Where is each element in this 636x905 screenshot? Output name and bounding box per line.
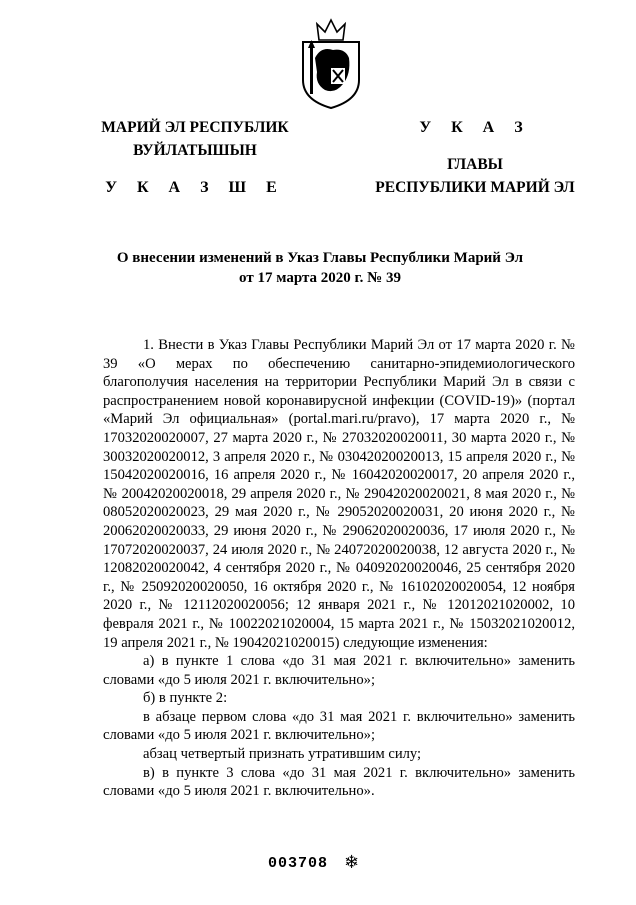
document-body (103, 336, 575, 801)
body-paragraph-5: абзац четвертый признать утратившим силу; (143, 746, 422, 763)
title-line2: от 17 марта 2020 г. № 39 (239, 270, 401, 286)
header-left-line1: МАРИЙ ЭЛ РЕСПУБЛИК (101, 119, 289, 136)
body-paragraph-6: в) в пункте 3 слова «до 31 мая 2021 г. включительно» заменить словами «до 5 июля 2021 г. включительно». (103, 764, 575, 800)
header-right-line3: РЕСПУБЛИКИ МАРИЙ ЭЛ (375, 179, 575, 196)
document-title (60, 248, 580, 288)
header-left-line3: У К А З Ш Е (105, 179, 285, 196)
body-paragraph-2: а) в пункте 1 слова «до 31 мая 2021 г. включительно» заменить словами «до 5 июля 2021 г. включительно»; (103, 653, 575, 688)
header-right-line2: ГЛАВЫ (447, 156, 503, 173)
header-right (360, 116, 590, 199)
body-paragraph-1: 1. Внести в Указ Главы Республики Марий Эл от 17 марта 2020 г. № 39 «О мерах по обеспечению санитарно-эпидемиологического благополучия населения на территории Республики Марий Эл в связи с распространением новой коронавирусной инфекции (COVID-19)» (портал «Марий Эл официальная» (portal.mari.ru/pravo), 17 марта 2020 г., № 17032020020007, 27 марта 2020 г., № 27032020020011, 30 марта 2020 г., № 30032020020012, 3 апреля 2020 г., № 03042020020013, 15 апреля 2020 г., № 15042020020016, 16 апреля 2020 г., № 16042020020017, 20 апреля 2020 г., № 20042020020018, 29 апреля 2020 г., № 29042020020021, 8 мая 2020 г., № 08052020020023, 29 мая 2020 г., № 29052020020031, 20 июня 2020 г., № 20062020020033, 29 июня 2020 г., № 29062020020036, 17 июля 2020 г., № 17072020020037, 24 июля 2020 г., № 24072020020038, 12 августа 2020 г., № 12082020020042, 4 сентября 2020 г., № 04092020020046, 25 сентября 2020 г., № 25092020020050, 16 октября 2020 г., № 16102020020054, 12 ноября 2020 г., № 12112020020056; 12 января 2021 г., № 12012021020002, 10 февраля 2021 г., № 10022021020004, 15 марта 2021 г., № 15032021020012, 19 апреля 2021 г., № 19042021020015) следующие изменения: (103, 337, 575, 651)
header-left-line2: ВУЙЛАТЫШЫН (133, 142, 257, 159)
body-paragraph-4: в абзаце первом слова «до 31 мая 2021 г. включительно» заменить словами «до 5 июля 2021 г. включительно»; (103, 708, 575, 744)
body-paragraph-3: б) в пункте 2: (143, 690, 228, 707)
header-right-line1: У К А З (419, 119, 531, 136)
coat-of-arms-emblem (299, 18, 363, 110)
document-number: 003708 (268, 855, 329, 872)
title-line1: О внесении изменений в Указ Главы Республики Марий Эл (116, 250, 524, 266)
header-left (90, 116, 300, 199)
snowflake-mark-icon: ❄ (344, 852, 360, 873)
